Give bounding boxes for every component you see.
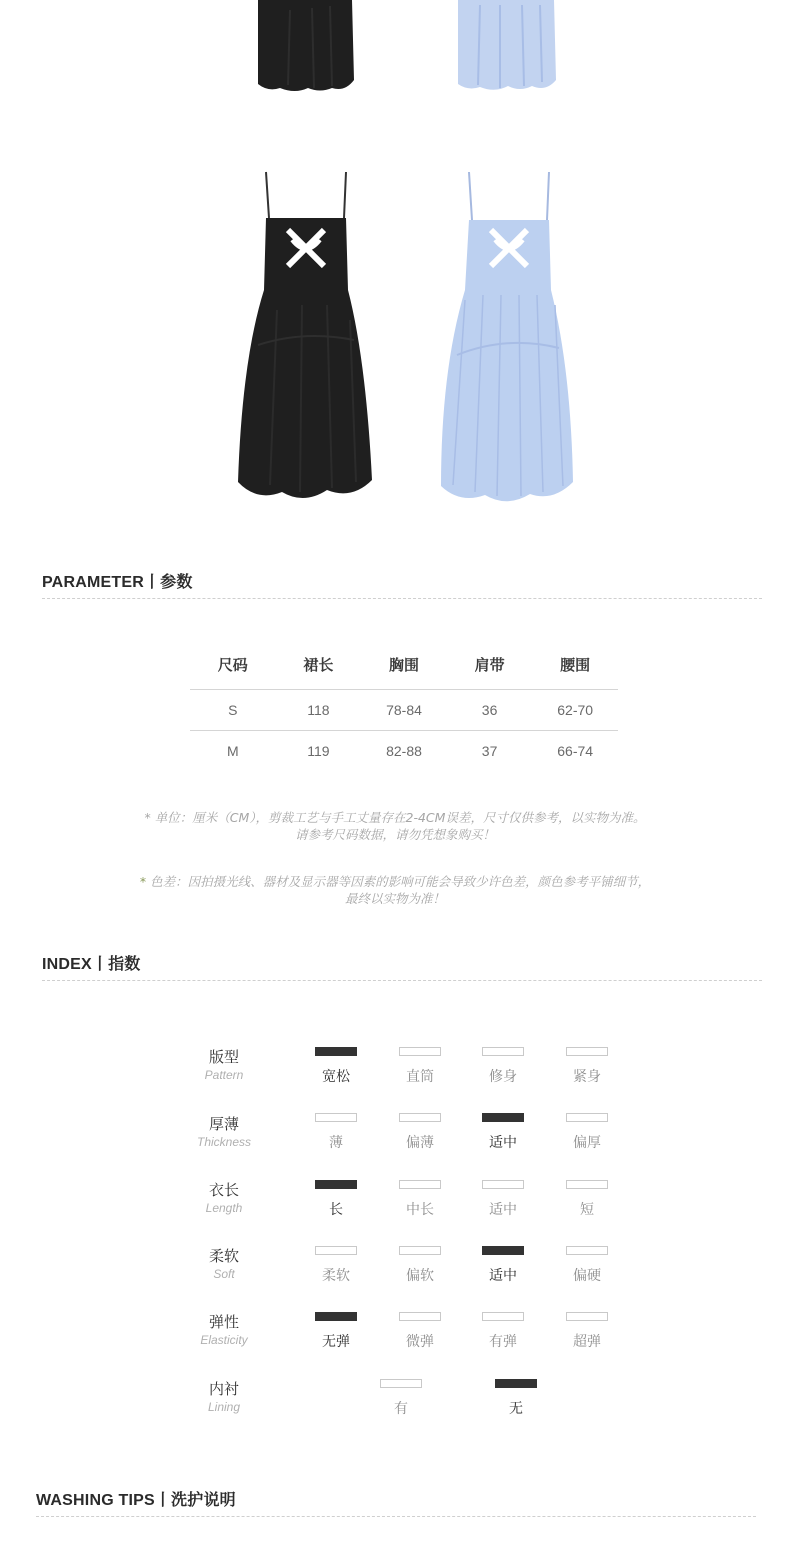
parameter-section-title: PARAMETER丨参数 bbox=[42, 574, 193, 591]
index-label-en: Length bbox=[205, 1201, 243, 1215]
cell-bust: 82-88 bbox=[386, 743, 422, 759]
empty-bar bbox=[566, 1246, 608, 1255]
elasticity-option bbox=[478, 1312, 528, 1351]
soft-option bbox=[562, 1246, 612, 1285]
thickness-option bbox=[562, 1113, 612, 1152]
option-label: 适中 bbox=[489, 1202, 517, 1218]
length-option bbox=[395, 1180, 445, 1219]
option-label: 有弹 bbox=[489, 1334, 517, 1350]
color-note-star: * bbox=[139, 874, 147, 889]
washing-divider bbox=[36, 1516, 756, 1517]
black-dress-front-image bbox=[250, 0, 360, 95]
unit-note bbox=[40, 809, 750, 843]
option-label: 无 bbox=[509, 1401, 523, 1417]
selected-bar bbox=[482, 1246, 524, 1255]
soft-option bbox=[478, 1246, 528, 1285]
option-label: 无弹 bbox=[322, 1334, 350, 1350]
option-label: 紧身 bbox=[573, 1069, 601, 1085]
index-label-zh: 厚薄 bbox=[208, 1115, 239, 1133]
soft-option bbox=[395, 1246, 445, 1285]
option-label: 有 bbox=[394, 1401, 408, 1417]
size-table-header bbox=[190, 640, 618, 690]
index-label-zh: 弹性 bbox=[208, 1313, 239, 1331]
parameter-divider bbox=[42, 598, 762, 599]
empty-bar bbox=[482, 1180, 524, 1189]
header-dress-length: 裙长 bbox=[303, 656, 334, 674]
option-label: 偏薄 bbox=[406, 1135, 434, 1151]
empty-bar bbox=[482, 1047, 524, 1056]
thickness-option bbox=[395, 1113, 445, 1152]
cell-bust: 78-84 bbox=[386, 702, 422, 718]
blue-dress-back-image bbox=[435, 170, 580, 510]
cell-dress-length: 118 bbox=[307, 702, 330, 718]
option-label: 偏硬 bbox=[573, 1268, 601, 1284]
color-note-line-1: 色差：因拍摄光线、器材及显示器等因素的影响可能会导致少许色差，颜色参考平铺细节， bbox=[150, 874, 651, 889]
index-label-soft bbox=[174, 1245, 274, 1281]
cell-strap: 36 bbox=[481, 702, 498, 718]
empty-bar bbox=[315, 1113, 357, 1122]
option-label: 偏软 bbox=[406, 1268, 434, 1284]
index-label-en: Soft bbox=[213, 1267, 235, 1281]
index-label-zh: 版型 bbox=[208, 1048, 239, 1066]
table-row bbox=[190, 690, 618, 730]
option-label: 偏厚 bbox=[573, 1135, 601, 1151]
empty-bar bbox=[566, 1180, 608, 1189]
option-label: 柔软 bbox=[322, 1268, 350, 1284]
empty-bar bbox=[566, 1312, 608, 1321]
black-dress-back-image bbox=[232, 170, 377, 510]
index-label-lining bbox=[174, 1378, 274, 1414]
elasticity-option bbox=[311, 1312, 361, 1351]
header-strap: 肩带 bbox=[474, 656, 505, 674]
option-label: 中长 bbox=[406, 1202, 434, 1218]
index-label-en: Elasticity bbox=[200, 1333, 248, 1347]
option-label: 长 bbox=[329, 1202, 343, 1218]
empty-bar bbox=[482, 1312, 524, 1321]
index-label-length bbox=[174, 1179, 274, 1215]
index-label-pattern bbox=[174, 1046, 274, 1082]
empty-bar bbox=[399, 1312, 441, 1321]
option-label: 短 bbox=[580, 1202, 594, 1218]
option-label: 适中 bbox=[489, 1268, 517, 1284]
option-label: 超弹 bbox=[573, 1334, 601, 1350]
size-table bbox=[190, 640, 618, 771]
lining-option bbox=[376, 1379, 426, 1418]
index-label-en: Thickness bbox=[196, 1135, 252, 1149]
empty-bar bbox=[399, 1180, 441, 1189]
selected-bar bbox=[495, 1379, 537, 1388]
empty-bar bbox=[566, 1113, 608, 1122]
index-label-zh: 内衬 bbox=[208, 1380, 239, 1398]
selected-bar bbox=[315, 1047, 357, 1056]
option-label: 薄 bbox=[329, 1135, 343, 1151]
cell-strap: 37 bbox=[481, 743, 498, 759]
cell-size: S bbox=[228, 702, 238, 718]
index-label-elasticity bbox=[174, 1311, 274, 1347]
index-section-title: INDEX丨指数 bbox=[42, 956, 141, 973]
index-divider bbox=[42, 980, 762, 981]
option-label: 直筒 bbox=[406, 1069, 434, 1085]
cell-size: M bbox=[226, 743, 239, 759]
option-label: 宽松 bbox=[322, 1069, 350, 1085]
length-option bbox=[478, 1180, 528, 1219]
empty-bar bbox=[380, 1379, 422, 1388]
empty-bar bbox=[399, 1113, 441, 1122]
blue-dress-front-image bbox=[450, 0, 560, 95]
color-note bbox=[40, 873, 750, 907]
pattern-option bbox=[562, 1047, 612, 1086]
option-label: 适中 bbox=[489, 1135, 517, 1151]
index-label-zh: 衣长 bbox=[208, 1181, 239, 1199]
length-option bbox=[562, 1180, 612, 1219]
pattern-option bbox=[478, 1047, 528, 1086]
thickness-option bbox=[478, 1113, 528, 1152]
unit-note-line-1: * 单位：厘米（CM），剪裁工艺与手工丈量存在2-4CM误差，尺寸仅供参考，以实物为准。 bbox=[144, 810, 646, 825]
washing-section-title: WASHING TIPS丨洗护说明 bbox=[36, 1492, 236, 1509]
pattern-option bbox=[311, 1047, 361, 1086]
index-label-thickness bbox=[174, 1113, 274, 1149]
empty-bar bbox=[315, 1246, 357, 1255]
option-label: 微弹 bbox=[406, 1334, 434, 1350]
cell-dress-length: 119 bbox=[307, 743, 330, 759]
length-option bbox=[311, 1180, 361, 1219]
empty-bar bbox=[399, 1246, 441, 1255]
lining-option bbox=[491, 1379, 541, 1418]
color-note-line-2: 最终以实物为准！ bbox=[344, 891, 445, 906]
selected-bar bbox=[315, 1180, 357, 1189]
header-waist: 腰围 bbox=[560, 656, 591, 674]
header-bust: 胸围 bbox=[388, 656, 419, 674]
table-row bbox=[190, 730, 618, 771]
pattern-option bbox=[395, 1047, 445, 1086]
selected-bar bbox=[315, 1312, 357, 1321]
cell-waist: 62-70 bbox=[557, 702, 594, 718]
unit-note-line-2: 请参考尺码数据，请勿凭想象购买！ bbox=[294, 827, 495, 842]
index-label-en: Pattern bbox=[204, 1068, 244, 1082]
soft-option bbox=[311, 1246, 361, 1285]
option-label: 修身 bbox=[489, 1069, 517, 1085]
elasticity-option bbox=[562, 1312, 612, 1351]
header-size: 尺码 bbox=[217, 656, 248, 674]
empty-bar bbox=[399, 1047, 441, 1056]
thickness-option bbox=[311, 1113, 361, 1152]
empty-bar bbox=[566, 1047, 608, 1056]
elasticity-option bbox=[395, 1312, 445, 1351]
index-label-zh: 柔软 bbox=[208, 1247, 239, 1265]
index-label-en: Lining bbox=[207, 1400, 241, 1414]
cell-waist: 66-74 bbox=[557, 743, 594, 759]
selected-bar bbox=[482, 1113, 524, 1122]
